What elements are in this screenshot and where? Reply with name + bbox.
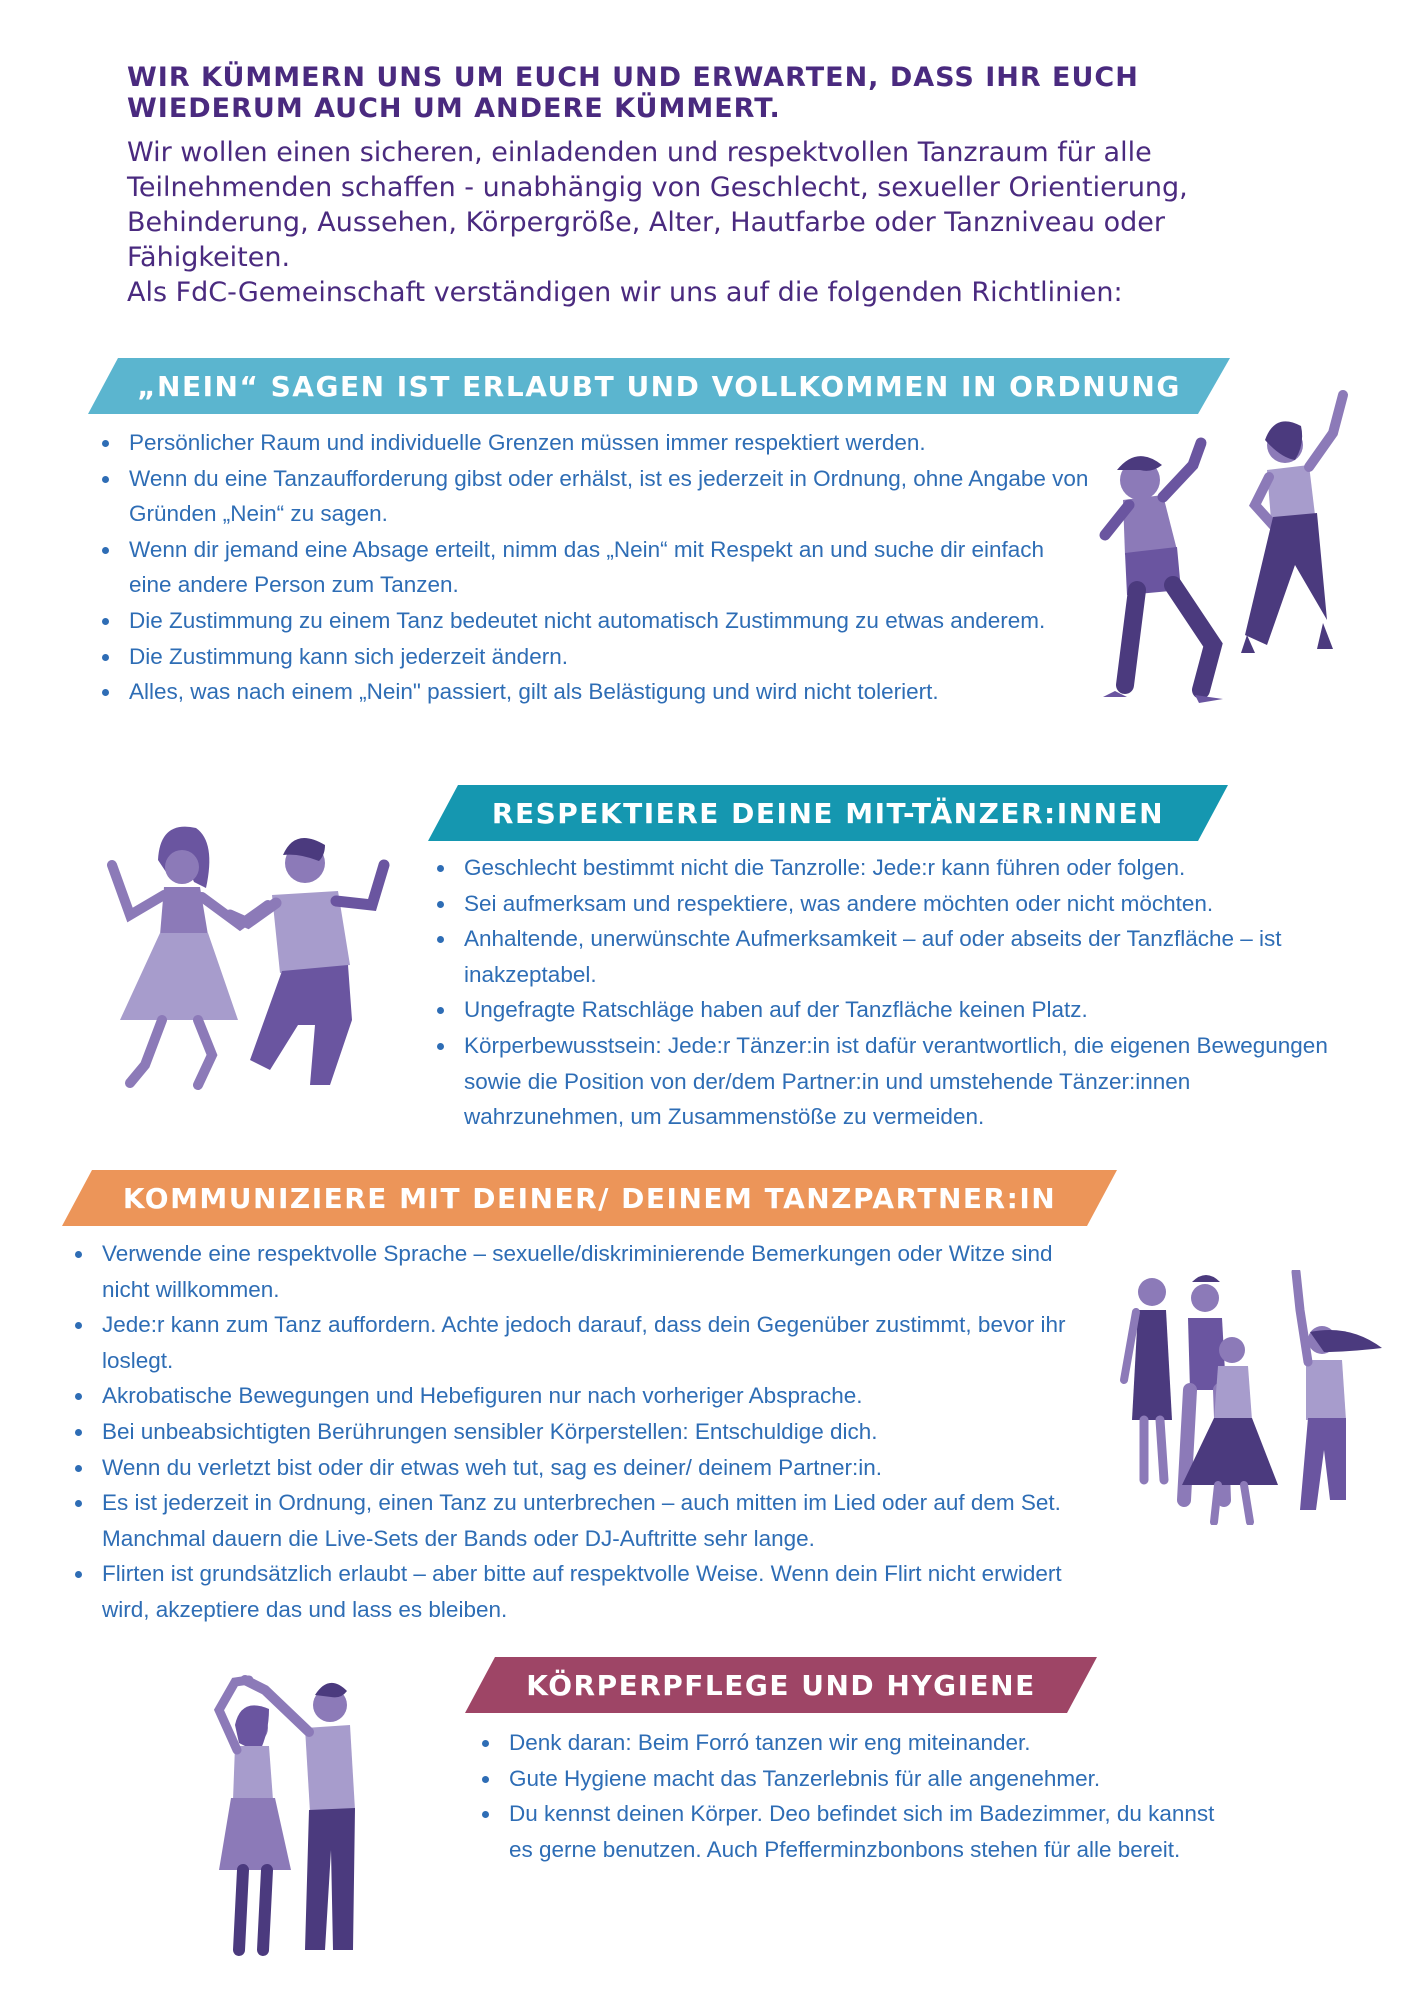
rules-list-hygiene [480,1725,1215,1867]
page-title: WIR KÜMMERN UNS UM EUCH UND ERWARTEN, DASS IHR EUCH WIEDERUM AUCH UM ANDERE KÜMMERT. [127,62,1139,124]
section-title: KÖRPERPFLEGE UND HYGIENE [526,1668,1036,1702]
list-item: Die Zustimmung kann sich jederzeit ändern. [100,639,1090,675]
list-item: Jede:r kann zum Tanz auffordern. Achte jedoch darauf, dass dein Gegenüber zustimmt, bevor ihr loslegt. [73,1307,1093,1378]
dancing-group-illustration [1110,1270,1382,1525]
rules-list-nein [100,425,1090,710]
list-item: Bei unbeabsichtigten Berührungen sensibler Körperstellen: Entschuldige dich. [73,1414,1093,1450]
section-banner-respekt [428,785,1228,841]
list-item: Flirten ist grundsätzlich erlaubt – aber bitte auf respektvolle Weise. Wenn dein Flirt nicht erwidert wird, akzeptiere das und lass es bleiben. [73,1556,1093,1627]
section-banner-hygiene [465,1657,1097,1713]
list-item: Geschlecht bestimmt nicht die Tanzrolle: Jede:r kann führen oder folgen. [435,850,1335,886]
dancing-couple-illustration [100,815,400,1105]
section-title: KOMMUNIZIERE MIT DEINER/ DEINEM TANZPARTNER:IN [122,1181,1057,1215]
intro-paragraph: Wir wollen einen sicheren, einladenden und respektvollen Tanzraum für alle Teilnehmenden schaffen - unabhängig von Geschlecht, sexueller Orientierung, Behinderung, Aussehen, Körpergröße, Alter, Hautfarbe oder Tanzniveau oder Fähigkeiten. [127,137,1188,273]
list-item: Verwende eine respektvolle Sprache – sexuelle/diskriminierende Bemerkungen oder Witze sind nicht willkommen. [73,1236,1093,1307]
list-item: Sei aufmerksam und respektiere, was andere möchten oder nicht möchten. [435,886,1335,922]
list-item: Körperbewusstsein: Jede:r Tänzer:in ist dafür verantwortlich, die eigenen Bewegungen sowie die Position von der/dem Partner:in und umstehende Tänzer:innen wahrzunehmen, um Zusammenstöße zu vermeiden. [435,1028,1335,1135]
intro-paragraph: Als FdC-Gemeinschaft verständigen wir uns auf die folgenden Richtlinien: [127,277,1123,308]
list-item: Denk daran: Beim Forró tanzen wir eng miteinander. [480,1725,1215,1761]
rules-list-kommuniziere [73,1236,1093,1628]
list-item: Wenn du verletzt bist oder dir etwas weh tut, sag es deiner/ deinem Partner:in. [73,1450,1093,1486]
couple-dance-turn-illustration [205,1670,390,1960]
list-item: Wenn dir jemand eine Absage erteilt, nimm das „Nein“ mit Respekt an und suche dir einfach eine andere Person zum Tanzen. [100,532,1090,603]
section-banner-nein [88,358,1230,414]
section-title: RESPEKTIERE DEINE MIT-TÄNZER:INNEN [491,796,1165,830]
list-item: Ungefragte Ratschläge haben auf der Tanzfläche keinen Platz. [435,992,1335,1028]
list-item: Es ist jederzeit in Ordnung, einen Tanz zu unterbrechen – auch mitten im Lied oder auf dem Set. Manchmal dauern die Live-Sets der Bands oder DJ-Auftritte sehr lange. [73,1485,1093,1556]
list-item: Anhaltende, unerwünschte Aufmerksamkeit – auf oder abseits der Tanzfläche – ist inakzeptabel. [435,921,1335,992]
list-item: Persönlicher Raum und individuelle Grenzen müssen immer respektiert werden. [100,425,1090,461]
section-title: „NEIN“ SAGEN IST ERLAUBT UND VOLLKOMMEN IN ORDNUNG [137,369,1181,403]
list-item: Wenn du eine Tanzaufforderung gibst oder erhälst, ist es jederzeit in Ordnung, ohne Angabe von Gründen „Nein“ zu sagen. [100,461,1090,532]
list-item: Gute Hygiene macht das Tanzerlebnis für alle angenehmer. [480,1761,1215,1797]
list-item: Akrobatische Bewegungen und Hebefiguren nur nach vorheriger Absprache. [73,1378,1093,1414]
list-item: Du kennst deinen Körper. Deo befindet sich im Badezimmer, du kannst es gerne benutzen. Auch Pfefferminzbonbons stehen für alle bereit. [480,1796,1215,1867]
dancing-pair-illustration [1095,385,1360,715]
list-item: Die Zustimmung zu einem Tanz bedeutet nicht automatisch Zustimmung zu etwas anderem. [100,603,1090,639]
rules-list-respekt [435,850,1335,1135]
list-item: Alles, was nach einem „Nein" passiert, gilt als Belästigung und wird nicht toleriert. [100,674,1090,710]
intro-text [127,135,1307,310]
section-banner-kommuniziere [62,1170,1117,1226]
